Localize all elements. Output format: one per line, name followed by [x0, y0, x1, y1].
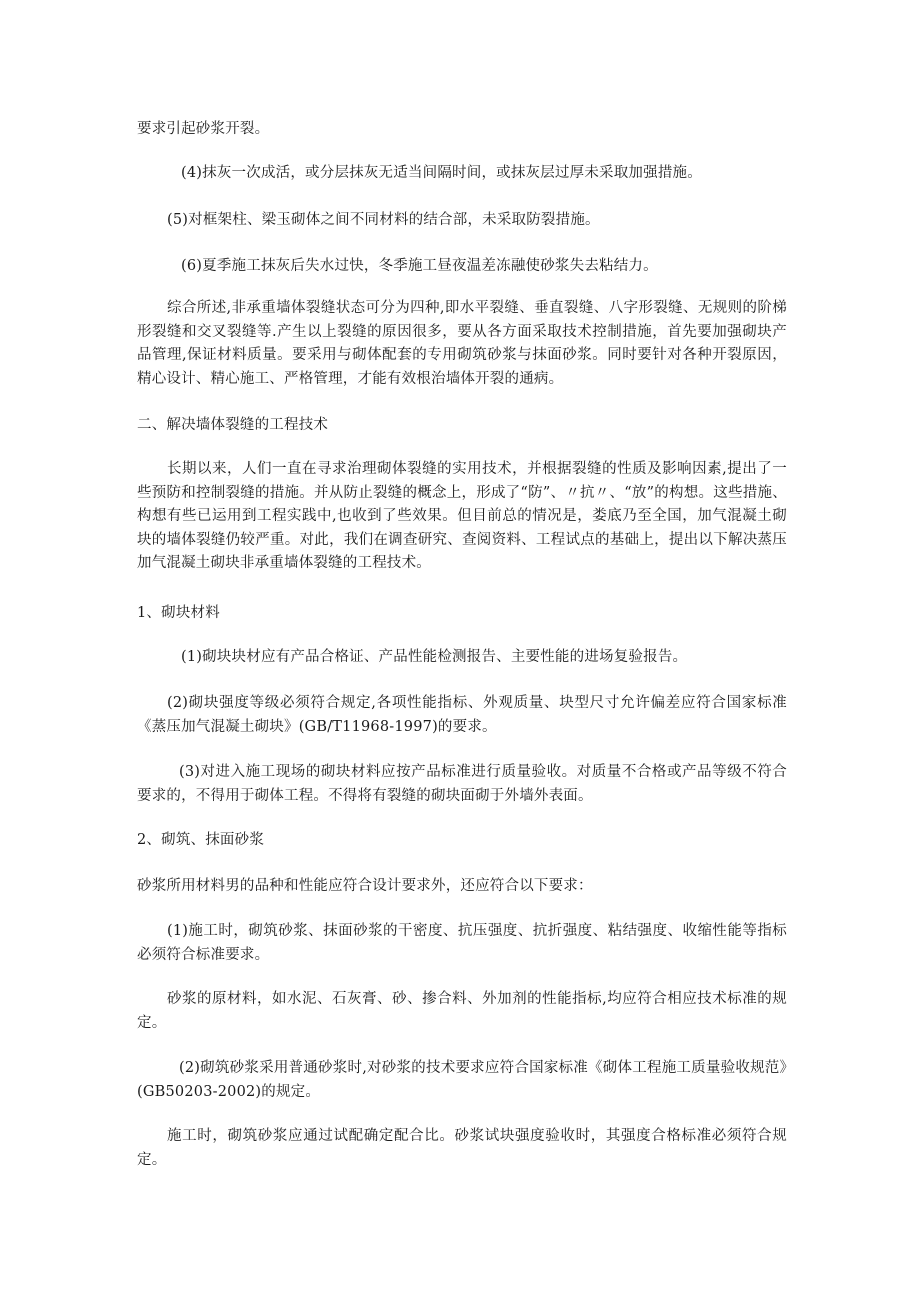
subsection-heading-1: 1、砌块材料	[137, 605, 220, 621]
list-item-5: (5)对框架柱、梁玉砌体之间不同材料的结合部，未采取防裂措施。	[167, 212, 600, 228]
paragraph-continuation: 要求引起砂浆开裂。	[137, 121, 270, 137]
raw-materials-paragraph: 砂浆的原材料，如水泥、石灰膏、砂、掺合料、外加剂的性能指标,均应符合相应技术标准的规定。	[137, 991, 787, 1031]
subsection-heading-2: 2、砌筑、抹面砂浆	[137, 832, 265, 848]
block-item-2: (2)砌块强度等级必须符合规定,各项性能指标、外观质量、块型尺寸允许偏差应符合国家标准《蒸压加气混凝土砌块》(GB/T11968-1997)的要求。	[137, 695, 787, 735]
mortar-intro: 砂浆所用材料男的品种和性能应符合设计要求外，还应符合以下要求：	[137, 878, 593, 894]
block-item-3: (3)对进入施工现场的砌块材料应按产品标准进行质量验收。对质量不合格或产品等级不符合要求的，不得用于砌体工程。不得将有裂缝的砌块面砌于外墙外表面。	[137, 764, 787, 804]
mix-ratio-paragraph: 施工时，砌筑砂浆应通过试配确定配合比。砂浆试块强度验收时，其强度合格标准必须符合规定。	[137, 1128, 787, 1168]
section-heading-2: 二、解决墙体裂缝的工程技术	[137, 417, 329, 433]
block-item-1: (1)砌块块材应有产品合格证、产品性能检测报告、主要性能的进场复验报告。	[181, 649, 688, 665]
list-item-4: (4)抹灰一次成活，或分层抹灰无适当间隔时间，或抹灰层过厚未采取加强措施。	[181, 165, 702, 181]
summary-paragraph: 综合所述,非承重墙体裂缝状态可分为四种,即水平裂缝、垂直裂缝、八字形裂缝、无规则的阶梯形裂缝和交叉裂缝等.产生以上裂缝的原因很多，要从各方面采取技术控制措施，首先要加强砌块产品管理,保证材料质量。要采用与砌体配套的专用砌筑砂浆与抹面砂浆。同时要针对各种开裂原因，精心设计、精心施工、严格管理，才能有效根治墙体开裂的通病。	[137, 300, 787, 387]
mortar-item-1: (1)施工时，砌筑砂浆、抹面砂浆的干密度、抗压强度、抗折强度、粘结强度、收缩性能等指标必须符合标准要求。	[137, 923, 787, 963]
mortar-item-2: (2)砌筑砂浆采用普通砂浆时,对砂浆的技术要求应符合国家标准《砌体工程施工质量验收规范》(GB50203-2002)的规定。	[137, 1060, 787, 1100]
list-item-6: (6)夏季施工抹灰后失水过快，冬季施工昼夜温差冻融使砂浆失去粘结力。	[181, 258, 658, 274]
intro-paragraph: 长期以来，人们一直在寻求治理砌体裂缝的实用技术，并根据裂缝的性质及影响因素,提出了一些预防和控制裂缝的措施。并从防止裂缝的概念上，形成了“防”、〃抗〃、“放”的构想。这些措施、构想有些已运用到工程实践中,也收到了些效果。但目前总的情况是，娄底乃至全国，加气混凝土砌块的墙体裂缝仍较严重。对此，我们在调查研究、查阅资料、工程试点的基础上，提出以下解决蒸压加气混凝土砌块非承重墙体裂缝的工程技术。	[137, 461, 787, 571]
